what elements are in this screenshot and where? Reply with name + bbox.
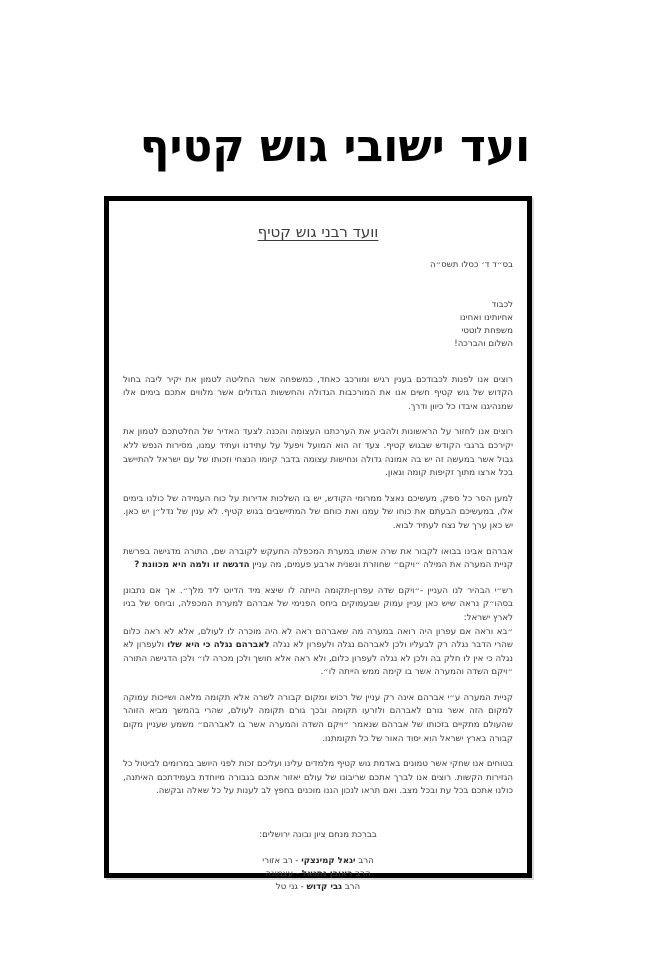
letter-paragraph bbox=[123, 374, 513, 415]
address-block bbox=[123, 299, 513, 351]
signature-line bbox=[123, 868, 513, 881]
signature-prefix: הרב bbox=[355, 868, 371, 879]
paragraph-text: רוצים אנו לפנות לכבודכם בענין רגיש ומורכב כאחד, כמשפחה אשר החליטה לטמון את יקיר ליבה בחול הקדוש של גוש קטיף חשים אנו את המורכבות הגדולה והחששות הגדולים אשר מלווים אתכם בימים אלו שמנהיגנו איבדו כל כיוון ודרך. bbox=[123, 374, 513, 412]
letter-paragraph bbox=[123, 758, 513, 799]
signatures-block bbox=[123, 855, 513, 894]
letter-paragraph bbox=[123, 546, 513, 573]
signature-name: יגאל קמינצקי bbox=[301, 855, 356, 866]
paragraph-text: רש״י הבהיר לנו העניין -״ויקם שדה עפרון-תקומה הייתה לו שיצא מיד הדיוט ליד מלך״. אך אם נתבונן בסהו״ק נראה שיש כאן עניין עמוק שבעמוקים ביחס הפנימי של אברהם למערת המכפלה, וביחס של בניו לארץ ישראל: bbox=[123, 585, 513, 623]
letter-paragraph bbox=[123, 426, 513, 480]
paragraph-text: ולעפרון לא נגלה כי אין לו חלק בה ולכן לא נגלה לעפרון כלום, ולא ראה אלא חושך ולכן מכרה לו״ ולכן הדגישה התורה ״ויקם השדה והמערה אשר בו קימה ממש הייתה לו״. bbox=[123, 640, 513, 678]
letter-document bbox=[123, 201, 513, 892]
paragraph-text: אברהם אבינו בבואו לקבור את שרה אשתו במערת המכפלה התעקש לקוברה שם, התורה מדגישה בפרשת קניית המערה את המילה ״ויקם״ שחוזרת ונשנית ארבע פעמים, מה עניין bbox=[123, 546, 513, 571]
address-line: אחיותינו ואחינו bbox=[459, 312, 513, 323]
signature-line bbox=[123, 855, 513, 868]
signature-line bbox=[123, 881, 513, 894]
address-line: משפחת לוטטי bbox=[461, 325, 513, 336]
signature-name: ראובן נתנאל bbox=[301, 868, 353, 879]
paragraph-text: למען הסר כל ספק, מעשיכם נאצל ממרומי הקודש, יש בו השלכות אדירות על כוח העמידה של כולנו בימים אלו, במעשיכם הבעתם את כוחו של עמנו ואת כוחם של המתיישבים בגוש קטיף. לא ענין של נדל״ן יש כאן. יש כאן ערך של נצח לעתיד לבוא. bbox=[123, 493, 513, 531]
paragraph-text: ״בא וראה אם עפרון היה רואה במערה מה שאברהם ראה לא היה מוכרה לו לעולם, אלא לא ראה כלום שהרי הדבר נגלה רק לבעליו ולכן לאברהם נגלה ולעפרון לא נגלה bbox=[123, 626, 513, 651]
emphasized-text: הדגשה זו ולמה היא מכוונת ? bbox=[134, 560, 250, 571]
closing-line: בברכת מנחם ציון ובונה ירושלים: bbox=[259, 830, 377, 841]
letter-date: בס״ד ד׳ כסלו תשס״ה bbox=[429, 260, 513, 270]
letter-frame bbox=[104, 196, 532, 892]
address-line: לכבוד bbox=[491, 299, 513, 310]
paragraph-text: בטוחים אנו שחקי אשר טמונים באדמת גוש קטיף מלמדים עלינו ועליכם זכות לפני היושב במרומים לביטול כל הגזירות הקשות. רוצים אנו לברך אתכם שריבונו של עולם יאזור אתכם בגבורה מיוחדת בעמידתכם האיתנה, כולנו אתכם בכל עת ובכל מצב. ואם תראו לנכון הננו מוכנים בחפץ לב לענות על כל שאלה ובקשה. bbox=[123, 759, 513, 797]
signature-prefix: הרב bbox=[344, 881, 361, 892]
page-title: ועד ישובי גוש קטיף bbox=[139, 121, 531, 173]
signature-role: - עצמונה bbox=[265, 868, 299, 879]
letter-body bbox=[123, 374, 513, 799]
signature-prefix: הרב bbox=[358, 855, 374, 866]
paragraph-text: קניית המערה ע״י אברהם אינה רק עניין של רכוש ומקום קבורה לשרה אלא תקומה מלאה ושייכות עמוקה למקום הזה אשר גורם לאברהם ולזרעו תקומה ובכך גורם תקומה לעולם, שהרי בהמשך מביא הזוהר שהעולם מתקיים בזכותו של אברהם שנאמר ״ויקם השדה והמערה אשר בו לאברהם״ משמע שעניין מקום קבורה בארץ ישראל הוא יסוד האור של כל תקומתנו. bbox=[123, 692, 513, 744]
emphasized-text: לאברהם נגלה כי היא שלו bbox=[167, 640, 270, 651]
letter-heading: וועד רבני גוש קטיף bbox=[257, 223, 379, 241]
letter-paragraph bbox=[123, 692, 513, 746]
signature-name: גבי קדוש bbox=[306, 881, 342, 892]
signature-role: - גני טל bbox=[275, 881, 304, 892]
signature-role: - רב אזורי bbox=[262, 855, 299, 866]
letter-paragraph bbox=[123, 493, 513, 534]
paragraph-text: רוצים אנו לחזור על הראשונות ולהביע את הערכתנו העצומה והכנה לצעד האדיר של החלטתכם לטמון את יקירכם ברגבי הקודש שבגוש קטיף. צעד זה הוא המועל ויפעל על עתידנו ועתיד עמנו, מסירות הנפש ללא גבול אשר במעשה זה יש בה אמונה גדולה ונחישות עצומה בדבר קיומו הנצחי וזכותו של עם ישראל להתיישב בכל ארצו מתוך זקיפות קומה וגאון. bbox=[123, 427, 513, 479]
letter-paragraph bbox=[123, 585, 513, 680]
address-line: השלום והברכה! bbox=[454, 338, 513, 349]
